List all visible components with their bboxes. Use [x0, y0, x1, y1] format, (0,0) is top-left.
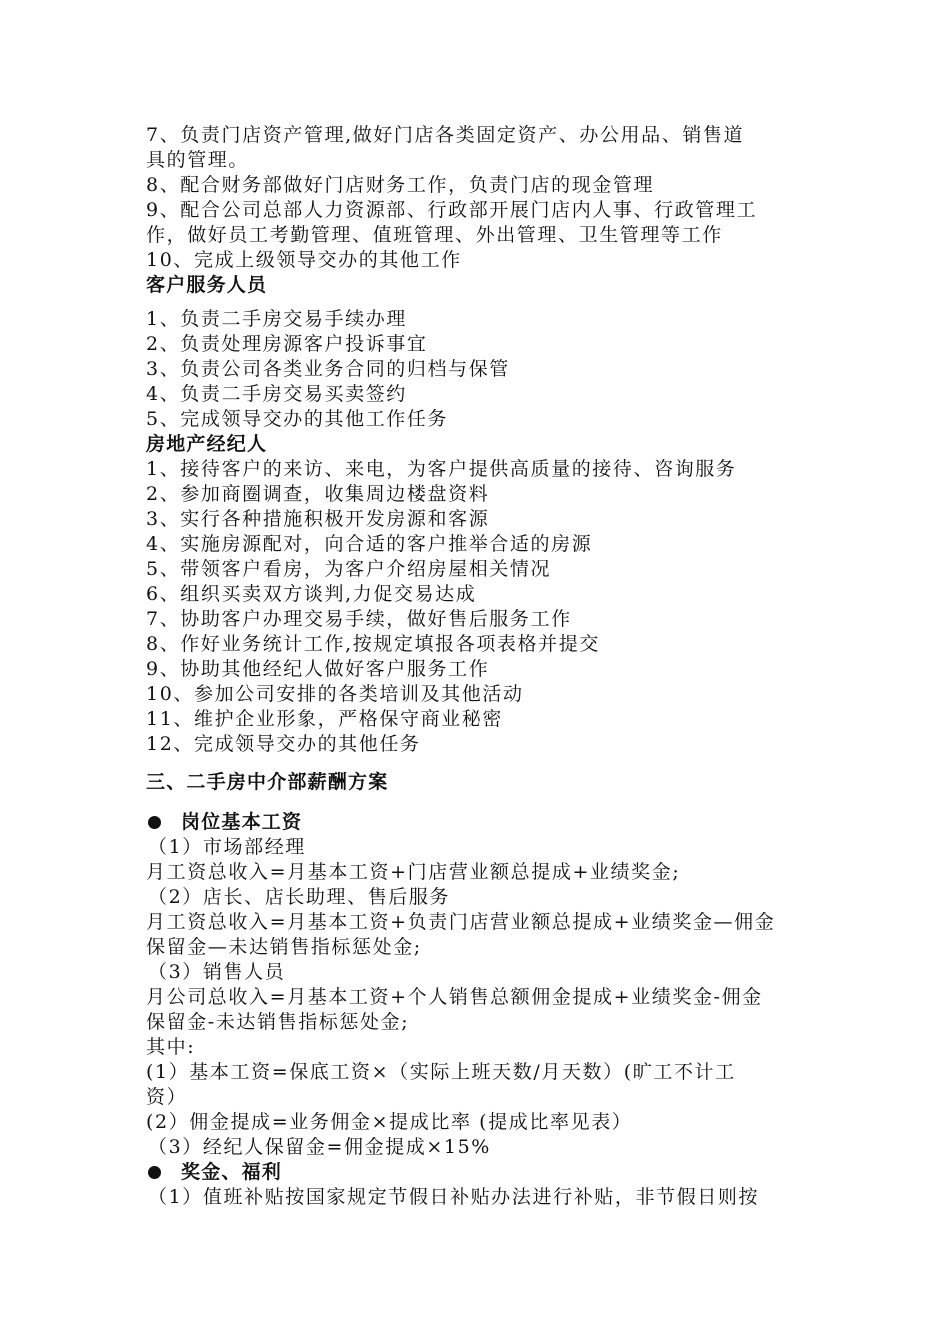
list-item: 5、完成领导交办的其他工作任务 — [146, 408, 449, 430]
paragraph-line: 月公司总收入=月基本工资+个人销售总额佣金提成+业绩奖金-佣金 — [146, 986, 763, 1008]
list-item: 1、接待客户的来访、来电，为客户提供高质量的接待、咨询服务 — [146, 458, 737, 480]
paragraph-line: 月工资总收入=月基本工资+门店营业额总提成+业绩奖金; — [146, 861, 681, 883]
paragraph-line: (1）基本工资=保底工资×（实际上班天数/月天数）(旷工不计工 — [146, 1061, 736, 1083]
paragraph-line: 保留金-未达销售指标惩处金; — [146, 1011, 410, 1033]
bullet-heading-text: 奖金、福利 — [181, 1161, 283, 1183]
bonus-section — [146, 1160, 826, 1210]
list-item: 1、负责二手房交易手续办理 — [146, 308, 407, 330]
list-item: 2、负责处理房源客户投诉事宜 — [146, 333, 428, 355]
list-item: 12、完成领导交办的其他任务 — [146, 733, 421, 755]
list-item: 8、作好业务统计工作,按规定填报各项表格并提交 — [146, 633, 600, 655]
list-item: 作，做好员工考勤管理、值班管理、外出管理、卫生管理等工作 — [146, 224, 723, 246]
list-item: 5、带领客户看房，为客户介绍房屋相关情况 — [146, 558, 552, 580]
document-page — [146, 123, 826, 1210]
list-item: 7、负责门店资产管理,做好门店各类固定资产、办公用品、销售道 — [146, 124, 745, 146]
customer-service-section — [146, 273, 826, 432]
paragraph-line: 保留金—未达销售指标惩处金; — [146, 936, 422, 958]
paragraph-line: 其中: — [146, 1036, 196, 1058]
list-item: 3、实行各种措施积极开发房源和客源 — [146, 508, 490, 530]
salary-section-title: 三、二手房中介部薪酬方案 — [146, 771, 389, 793]
base-salary-section — [146, 810, 826, 1160]
list-item: 2、参加商圈调查，收集周边楼盘资料 — [146, 483, 490, 505]
paragraph-line: 月工资总收入=月基本工资+负责门店营业额总提成+业绩奖金—佣金 — [146, 911, 776, 933]
list-item: 3、负责公司各类业务合同的归档与保管 — [146, 358, 510, 380]
responsibilities-list — [146, 123, 826, 273]
paragraph-line: （3）经纪人保留金=佣金提成×15% — [148, 1136, 491, 1158]
section-heading: 房地产经纪人 — [146, 433, 268, 455]
paragraph-line: （2）店长、店长助理、售后服务 — [148, 886, 451, 908]
bullet-heading-text: 岗位基本工资 — [181, 811, 303, 833]
list-item: 具的管理。 — [146, 149, 250, 171]
agent-section — [146, 432, 826, 757]
list-item: 8、配合财务部做好门店财务工作，负责门店的现金管理 — [146, 174, 655, 196]
list-item: 10、参加公司安排的各类培训及其他活动 — [146, 683, 524, 705]
paragraph-line: 资） — [146, 1086, 188, 1108]
list-item: 4、实施房源配对，向合适的客户推举合适的房源 — [146, 533, 593, 555]
bullet-icon — [148, 1166, 161, 1179]
bullet-icon — [148, 816, 161, 829]
paragraph-line: （3）销售人员 — [148, 961, 286, 983]
paragraph-line: （1）值班补贴按国家规定节假日补贴办法进行补贴，非节假日则按 — [148, 1186, 760, 1208]
list-item: 7、协助客户办理交易手续，做好售后服务工作 — [146, 608, 572, 630]
section-heading: 客户服务人员 — [146, 274, 268, 296]
list-item: 11、维护企业形象，严格保守商业秘密 — [146, 708, 503, 730]
list-item: 9、配合公司总部人力资源部、行政部开展门店内人事、行政管理工 — [146, 199, 758, 221]
bullet-heading — [146, 810, 826, 835]
bullet-heading — [146, 1160, 826, 1185]
list-item: 9、协助其他经纪人做好客户服务工作 — [146, 658, 490, 680]
list-item: 10、完成上级领导交办的其他工作 — [146, 249, 462, 271]
list-item: 4、负责二手房交易买卖签约 — [146, 383, 407, 405]
list-item: 6、组织买卖双方谈判,力促交易达成 — [146, 583, 477, 605]
paragraph-line: (2）佣金提成=业务佣金×提成比率 (提成比率见表） — [146, 1111, 633, 1133]
paragraph-line: （1）市场部经理 — [148, 836, 306, 858]
